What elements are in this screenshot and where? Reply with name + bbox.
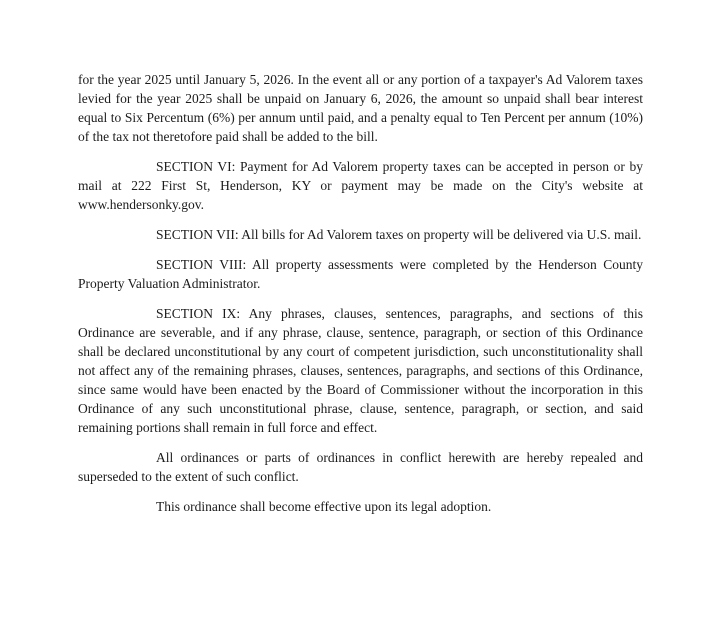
section-vi-paragraph: SECTION VI: Payment for Ad Valorem property taxes can be accepted in person or by mail at 222 First St, Henderson, KY or payment may be made on the City's website at www.hendersonky.gov. [78,159,643,212]
effective-date-paragraph: This ordinance shall become effective upon its legal adoption. [156,499,492,514]
section-viii-paragraph: SECTION VIII: All property assessments were completed by the Henderson County Property Valuation Administrator. [78,257,643,291]
continuation-paragraph: for the year 2025 until January 5, 2026. In the event all or any portion of a taxpayer's Ad Valorem taxes levied for the year 2025 shall be unpaid on January 6, 2026, the amount so unpaid shall bear interest equal to Six Percentum (6%) per annum until paid, and a penalty equal to Ten Percent per annum (10%) of the tax not theretofore paid shall be added to the bill. [78,72,643,144]
repealer-paragraph: All ordinances or parts of ordinances in conflict herewith are hereby repealed and superseded to the extent of such conflict. [78,450,643,484]
section-vii-paragraph: SECTION VII: All bills for Ad Valorem taxes on property will be delivered via U.S. mail. [156,227,642,242]
section-ix-paragraph: SECTION IX: Any phrases, clauses, sentences, paragraphs, and sections of this Ordinance are severable, and if any phrase, clause, sentence, paragraph, or section of this Ordinance shall be declared unconstitutional by any court of competent jurisdiction, such unconstitutionality shall not affect any of the remaining phrases, clauses, sentences, paragraphs, and sections of this Ordinance, since same would have been enacted by the Board of Commissioner without the incorporation in this Ordinance of any such unconstitutional phrase, clause, sentence, paragraph, or section, and said remaining portions shall remain in full force and effect. [78,306,643,435]
